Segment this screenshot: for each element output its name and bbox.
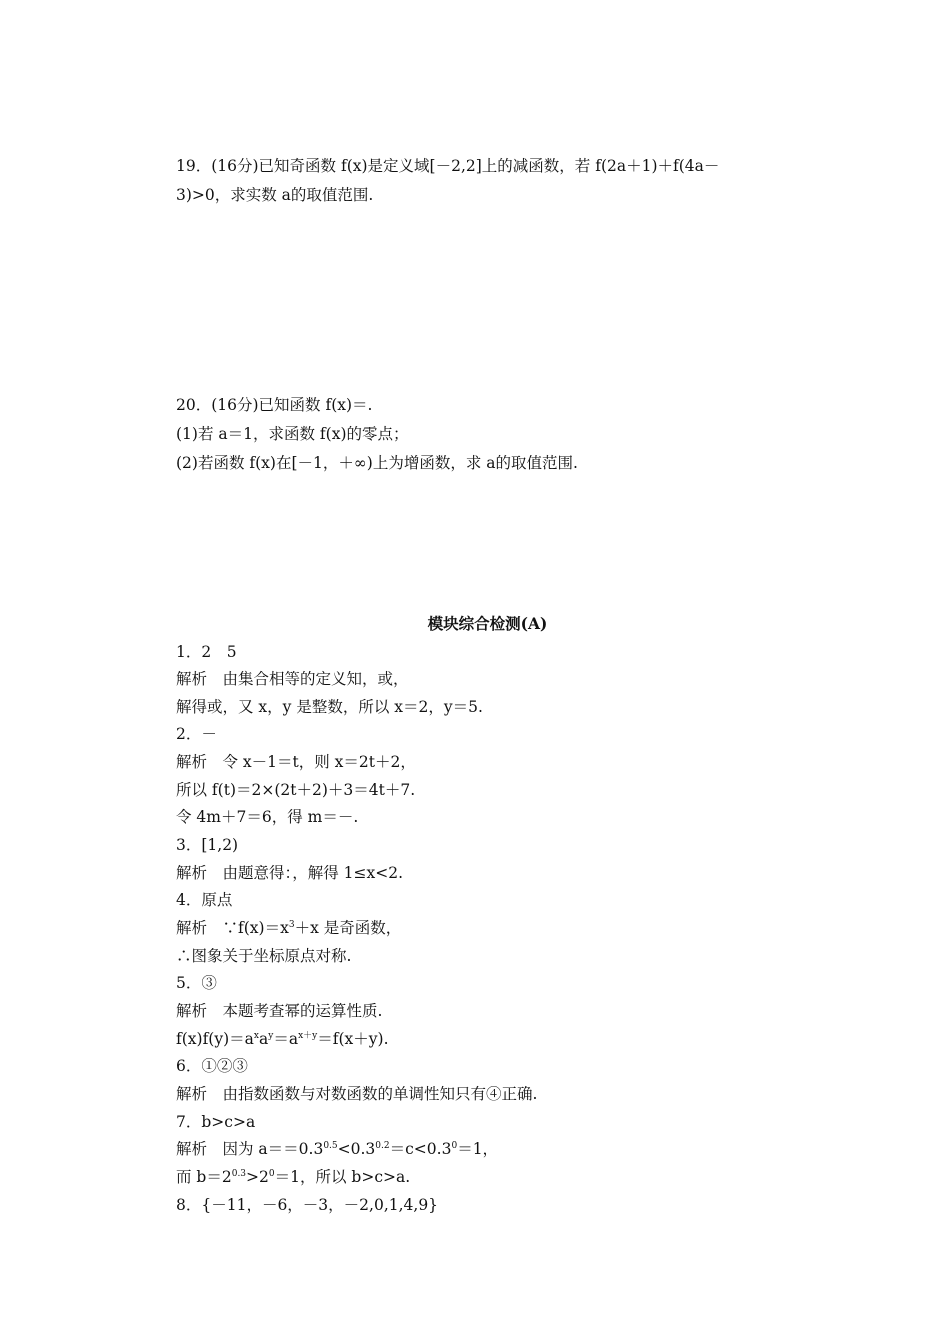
answer-line: ∴图象关于坐标原点对称. xyxy=(176,947,352,965)
answer-line xyxy=(176,1028,389,1050)
answer-text: f(x)f(y)＝a xyxy=(176,1030,254,1048)
problem-19-line-1: 19．(16分)已知奇函数 f(x)是定义域[－2,2]上的减函数，若 f(2a＋1)＋f(4a－ xyxy=(176,157,720,175)
answer-text: 解析 因为 a＝＝0.3 xyxy=(176,1140,324,1158)
answer-text: ＝a xyxy=(273,1030,299,1048)
answers-title: 模块综合检测(A) xyxy=(427,614,548,633)
exponent: 0 xyxy=(268,1169,275,1179)
answer-text: a xyxy=(258,1030,269,1048)
exponent: y xyxy=(268,1031,274,1041)
answer-line: 解析 由集合相等的定义知，或， xyxy=(176,670,409,688)
answer-text: <0.3 xyxy=(337,1140,376,1158)
exponent: 0.3 xyxy=(231,1169,247,1179)
answer-line: 6．①②③ xyxy=(176,1057,248,1075)
answer-text: ＝f(x＋y). xyxy=(317,1030,389,1048)
answer-line: 解析 由题意得：，解得 1≤x<2. xyxy=(176,864,404,882)
answer-line: 7．b>c>a xyxy=(176,1113,256,1131)
answer-line: 解析 令 x－1＝t，则 x＝2t＋2， xyxy=(176,753,416,771)
answer-text: >2 xyxy=(246,1168,269,1186)
answer-text: ＝c<0.3 xyxy=(389,1140,452,1158)
answer-line: 2．－ xyxy=(176,725,217,743)
answer-line xyxy=(176,917,401,939)
exponent: 0 xyxy=(451,1141,458,1151)
problem-20-line-3: (2)若函数 f(x)在[－1，＋∞)上为增函数，求 a的取值范围. xyxy=(176,454,578,472)
exponent: x＋y xyxy=(298,1031,318,1041)
answer-line: 所以 f(t)＝2×(2t＋2)＋3＝4t＋7. xyxy=(176,781,416,799)
answer-line: 解析 本题考查幂的运算性质. xyxy=(176,1002,383,1020)
answer-line xyxy=(176,1166,410,1188)
answer-line xyxy=(176,1138,498,1160)
answer-line: 8．{－11，－6，－3，－2,0,1,4,9} xyxy=(176,1196,439,1214)
answer-line: 3．[1,2) xyxy=(176,836,239,854)
exponent: x xyxy=(253,1031,259,1041)
answer-line: 解得或，又 x，y 是整数，所以 x＝2，y＝5. xyxy=(176,698,483,716)
answer-line: 5．③ xyxy=(176,974,217,992)
answer-line: 令 4m＋7＝6，得 m＝－. xyxy=(176,808,359,826)
problem-19-line-2: 3)>0，求实数 a的取值范围. xyxy=(176,186,374,204)
answer-text: ＝1，所以 b>c>a. xyxy=(274,1168,411,1186)
exponent: 0.5 xyxy=(323,1141,338,1151)
answer-text: ＋x 是奇函数， xyxy=(294,919,402,937)
exponent: 3 xyxy=(288,920,295,930)
answer-line: 1．2 5 xyxy=(176,643,237,661)
problem-20-line-2: (1)若 a＝1，求函数 f(x)的零点； xyxy=(176,425,409,443)
exponent: 0.2 xyxy=(375,1141,390,1151)
answer-text: ＝1， xyxy=(457,1140,499,1158)
problem-20-line-1: 20．(16分)已知函数 f(x)＝. xyxy=(176,396,373,414)
answer-text: 解析 ∵f(x)＝x xyxy=(176,919,289,937)
answer-text: 而 b＝2 xyxy=(176,1168,232,1186)
answer-line: 解析 由指数函数与对数函数的单调性知只有④正确. xyxy=(176,1085,538,1103)
answer-line: 4．原点 xyxy=(176,891,233,909)
